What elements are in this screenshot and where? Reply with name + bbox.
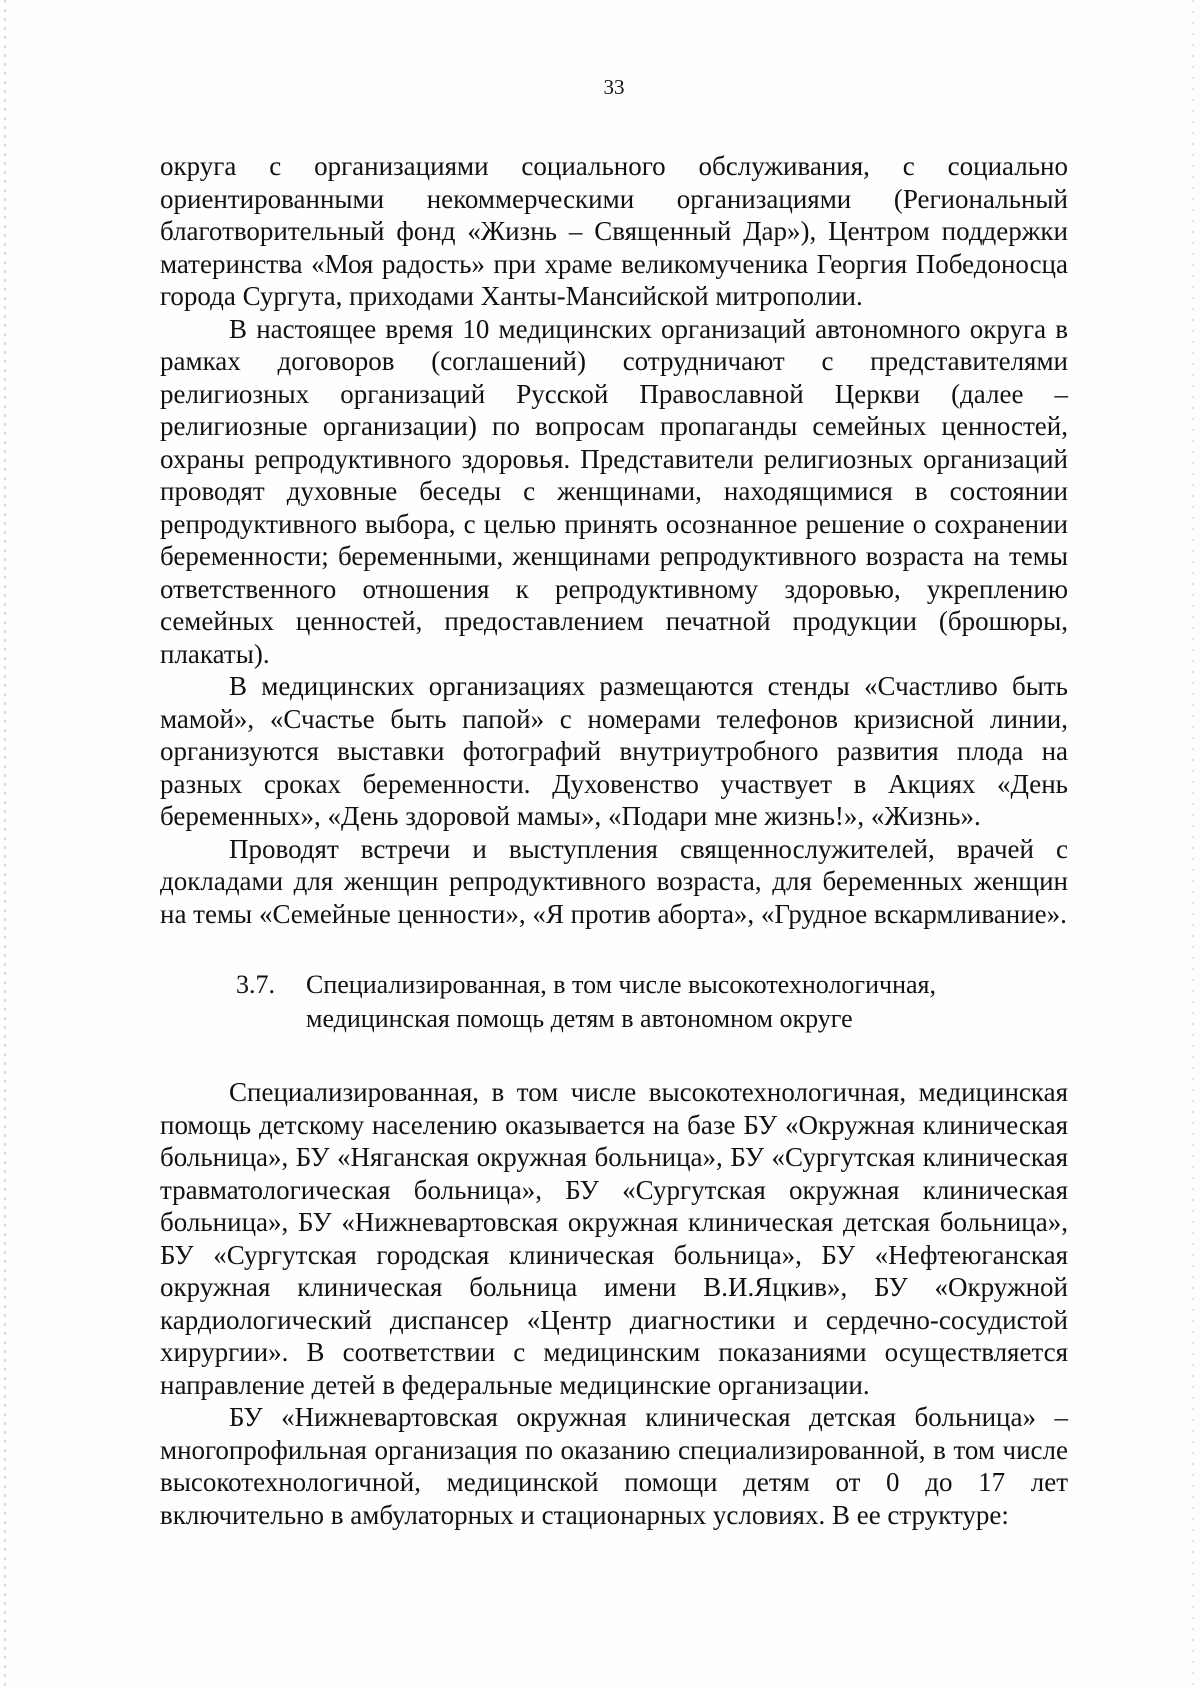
section-title-line-2: медицинская помощь детям в автономном округе [306,1004,853,1033]
paragraph-1: округа с организациями социального обслуживания, с социально ориентированными некоммерческими организациями (Региональный благотворительный фонд «Жизнь – Священный Дар»), Центром поддержки материнства «Моя радость» при храме великомученика Георгия Победоносца города Сургута, приходами Ханты-Мансийской митрополии. [160,151,1068,311]
paragraph-2: В настоящее время 10 медицинских организаций автономного округа в рамках договоров (соглашений) сотрудничают с представителями религиозных организаций Русской Православной Церкви (далее – религиозные организации) по вопросам пропаганды семейных ценностей, охраны репродуктивного здоровья. Представители религиозных организаций проводят духовные беседы с женщинами, находящимися в состоянии репродуктивного выбора, с целью принять осознанное решение о сохранении беременности; беременными, женщинами репродуктивного возраста на темы ответственного отношения к репродуктивному здоровью, укреплению семейных ценностей, предоставлением печатной продукции (брошюры, плакаты). [160,313,1068,669]
scan-edge-left [4,0,6,1686]
paragraph-5: Специализированная, в том числе высокотехнологичная, медицинская помощь детскому населению оказывается на базе БУ «Окружная клиническая больница», БУ «Няганская окружная больница», БУ «Сургутская клиническая травматологическая больница», БУ «Сургутская окружная клиническая больница», БУ «Нижневартовская окружная клиническая детская больница», БУ «Сургутская городская клиническая больница», БУ «Нефтеюганская окружная клиническая больница имени В.И.Яцкив», БУ «Окружной кардиологический диспансер «Центр диагностики и сердечно-сосудистой хирургии». В соответствии с медицинским показаниями осуществляется направление детей в федеральные медицинские организации. [160,1077,1068,1400]
scan-edge-right [1192,0,1194,1686]
paragraph-6: БУ «Нижневартовская окружная клиническая детская больница» – многопрофильная организация по оказанию специализированной, в том числе высокотехнологичной, медицинской помощи детям от 0 до 17 лет включительно в амбулаторных и стационарных условиях. В ее структуре: [160,1402,1068,1530]
page-number: 33 [603,75,625,99]
section-title-line-1: Специализированная, в том числе высокотехнологичная, [306,970,936,999]
paragraph-4: Проводят встречи и выступления священнослужителей, врачей с докладами для женщин репродуктивного возраста, для беременных женщин на темы «Семейные ценности», «Я против аборта», «Грудное вскармливание». [160,833,1068,929]
section-number: 3.7. [236,970,275,999]
paragraph-3: В медицинских организациях размещаются стенды «Счастливо быть мамой», «Счастье быть папой» с номерами телефонов кризисной линии, организуются выставки фотографий внутриутробного развития плода на разных сроках беременности. Духовенство участвует в Акциях «День беременных», «День здоровой мамы», «Подари мне жизнь!», «Жизнь». [160,671,1068,831]
document-body [160,150,1068,1531]
section-heading [160,968,1068,1036]
